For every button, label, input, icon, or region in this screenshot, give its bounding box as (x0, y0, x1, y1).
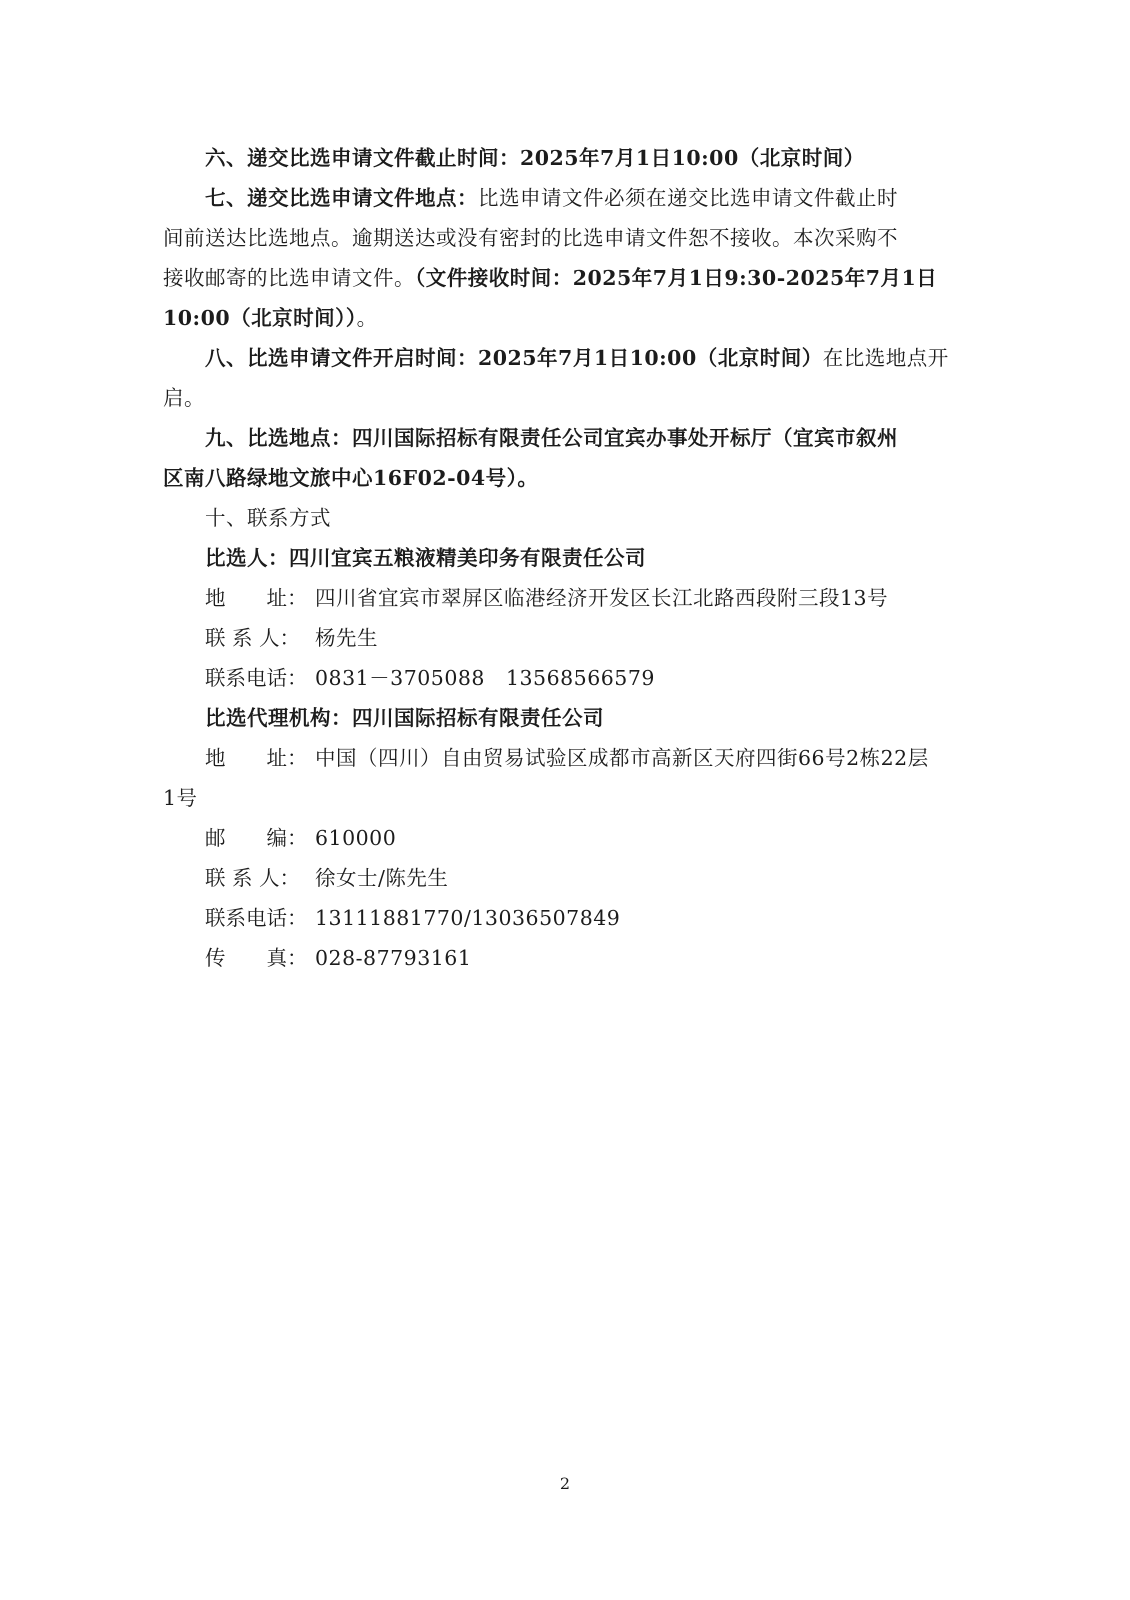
section-9-line1: 四川国际招标有限责任公司宜宾办事处开标厅（宜宾市叙州 (352, 426, 898, 450)
agency-address-label: 地 址： (205, 746, 308, 770)
agency-label: 比选代理机构： (205, 706, 352, 730)
purchaser-address-line (163, 578, 963, 618)
section-7-line4-bold: 10:00（北京时间）） (163, 306, 357, 330)
section-8-tail: 在比选地点开 (822, 346, 949, 370)
section-8-line2: 启。 (163, 386, 205, 410)
purchaser-name: 四川宜宾五粮液精美印务有限责任公司 (289, 546, 646, 570)
agency-address-line2: 1号 (163, 786, 198, 810)
agency-phone: 13111881770/13036507849 (315, 906, 621, 930)
section-7-line4 (163, 298, 963, 338)
section-9-line2: 区南八路绿地文旅中心16F02-04号）。 (163, 466, 539, 490)
purchaser-address: 四川省宜宾市翠屏区临港经济开发区长江北路西段附三段13号 (315, 586, 889, 610)
agency-postcode-label: 邮 编： (205, 826, 308, 850)
section-6-label: 六、递交比选申请文件截止时间： (205, 146, 520, 170)
agency-contact: 徐女士/陈先生 (315, 866, 449, 890)
section-7-label: 七、递交比选申请文件地点： (205, 186, 478, 210)
section-9-venue (163, 418, 963, 458)
section-8-opening (163, 338, 963, 378)
agency-fax-label: 传 真： (205, 946, 308, 970)
section-6-deadline (163, 138, 963, 178)
section-10-heading: 十、联系方式 (205, 506, 331, 530)
document-body (163, 138, 963, 978)
agency-contact-label: 联 系 人： (205, 866, 301, 890)
agency-fax: 028-87793161 (315, 946, 472, 970)
section-9-label: 九、比选地点： (205, 426, 352, 450)
section-7-line1: 比选申请文件必须在递交比选申请文件截止时 (478, 186, 898, 210)
agency-address-line (163, 738, 963, 778)
agency-name-line (163, 698, 963, 738)
section-7-line4-tail: 。 (356, 306, 378, 330)
section-7-line3 (163, 258, 963, 298)
agency-address: 中国（四川）自由贸易试验区成都市高新区天府四街66号2栋22层 (315, 746, 929, 770)
agency-name: 四川国际招标有限责任公司 (352, 706, 604, 730)
purchaser-phone: 0831－3705088 13568566579 (315, 666, 655, 690)
purchaser-label: 比选人： (205, 546, 289, 570)
purchaser-contact-line (163, 618, 963, 658)
purchaser-address-label: 地 址： (205, 586, 308, 610)
agency-contact-line (163, 858, 963, 898)
page-number: 2 (559, 1474, 571, 1493)
purchaser-contact: 杨先生 (315, 626, 378, 650)
section-7-line3-plain: 接收邮寄的比选申请文件。 (163, 266, 415, 290)
purchaser-phone-line (163, 658, 963, 698)
section-6-value: 2025年7月1日10:00（北京时间） (520, 146, 865, 170)
purchaser-name-line (163, 538, 963, 578)
agency-phone-line (163, 898, 963, 938)
section-7-line2: 间前送达比选地点。逾期送达或没有密封的比选申请文件恕不接收。本次采购不 (163, 226, 898, 250)
section-8-value: 2025年7月1日10:00（北京时间） (478, 346, 823, 370)
agency-postcode-line (163, 818, 963, 858)
purchaser-phone-label: 联系电话： (205, 666, 308, 690)
agency-fax-line (163, 938, 963, 978)
section-7-location (163, 178, 963, 218)
section-8-label: 八、比选申请文件开启时间： (205, 346, 478, 370)
section-7-line3-bold: （文件接收时间：2025年7月1日9:30-2025年7月1日 (415, 266, 938, 290)
purchaser-contact-label: 联 系 人： (205, 626, 301, 650)
agency-postcode: 610000 (315, 826, 397, 850)
agency-phone-label: 联系电话： (205, 906, 308, 930)
